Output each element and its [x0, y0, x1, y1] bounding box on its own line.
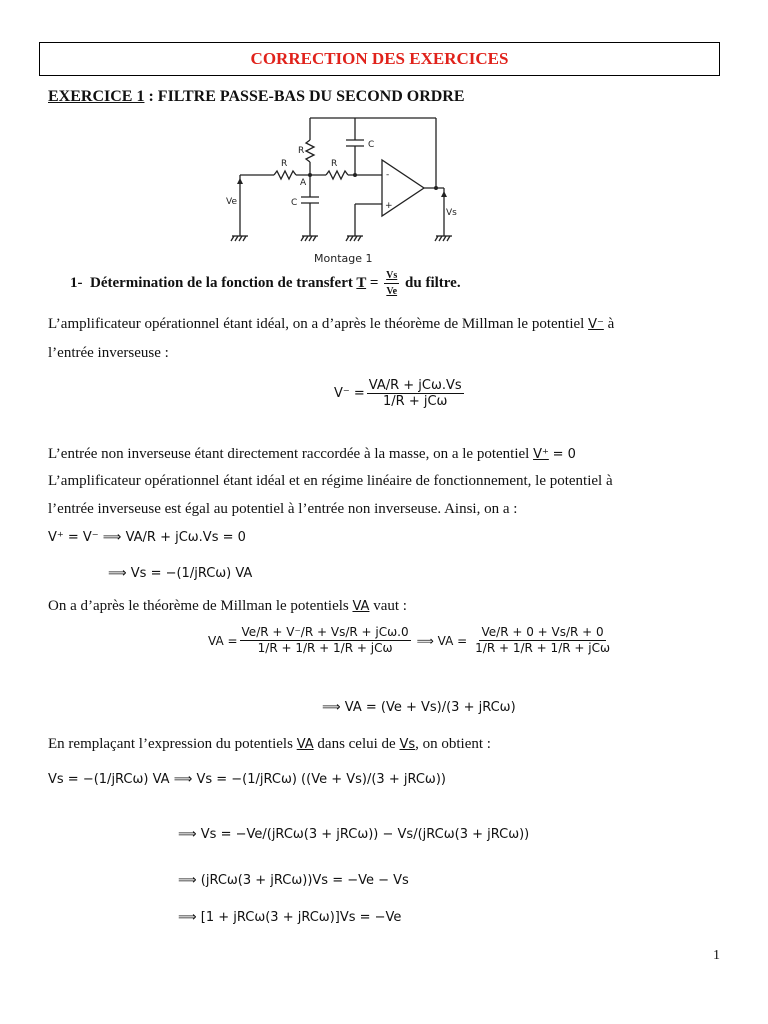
eq4-den2: 1/R + 1/R + 1/R + jCω: [475, 641, 611, 655]
paragraph-3a: L’amplificateur opérationnel étant idéal et en régime linéaire de fonctionnement, le potentiel à: [48, 473, 613, 489]
circuit-caption: Montage 1: [314, 252, 373, 265]
paragraph-2: [48, 444, 576, 465]
equation-5: ⟹ VA = (Ve + Vs)/(3 + jRCω): [322, 700, 516, 715]
paragraph-3b: l’entrée inverseuse est égal au potentiel à l’entrée non inverseuse. Ainsi, on a :: [48, 501, 518, 517]
q1-text: Détermination de la fonction de transfert: [90, 274, 353, 291]
eq1-lhs: V⁻ =: [334, 386, 365, 401]
p2-text: L’entrée non inverseuse étant directement raccordée à la masse, on a le potentiel: [48, 446, 530, 462]
exercise-label: EXERCICE 1: [48, 88, 145, 105]
p2-vplus: V⁺: [533, 447, 549, 462]
p5-text-c: , on obtient :: [415, 736, 491, 752]
equation-9: ⟹ [1 + jRCω(3 + jRCω)]Vs = −Ve: [178, 910, 402, 925]
label-r-input: R: [281, 159, 288, 169]
eq4-num: Ve/R + V⁻/R + Vs/R + jCω.0: [241, 625, 409, 639]
label-plus: +: [385, 201, 393, 211]
paragraph-5: [48, 734, 491, 755]
p1-text-b: à: [607, 316, 615, 332]
p5-vs: Vs: [399, 737, 416, 752]
equation-6: Vs = −(1/jRCω) VA ⟹ Vs = −(1/jRCω) ((Ve + Vs)/(3 + jRCω)): [48, 772, 446, 787]
paragraph-1-cont: l’entrée inverseuse :: [48, 345, 169, 361]
page-title: CORRECTION DES EXERCICES: [250, 49, 509, 68]
eq4-mid: ⟹ VA =: [416, 633, 468, 648]
p4-text-b: vaut :: [373, 598, 407, 614]
label-c-bottom: C: [291, 198, 298, 208]
exercise-title: : FILTRE PASSE-BAS DU SECOND ORDRE: [144, 88, 465, 105]
p5-text-b: dans celui de: [317, 736, 396, 752]
label-minus: -: [386, 170, 390, 180]
label-ve: Ve: [226, 197, 237, 207]
eq4-den: 1/R + 1/R + 1/R + jCω: [257, 641, 393, 655]
equation-4: [208, 625, 614, 656]
paragraph-1: [48, 314, 728, 335]
paragraph-4: [48, 596, 407, 617]
p4-text: On a d’après le théorème de Millman le potentiels: [48, 598, 349, 614]
p5-va: VA: [296, 737, 314, 752]
label-c-top: C: [368, 140, 375, 150]
eq4-num2: Ve/R + 0 + Vs/R + 0: [481, 625, 604, 639]
eq4-lhs: VA =: [208, 633, 238, 648]
q1-t: T: [356, 274, 367, 291]
equation-1: [334, 378, 466, 409]
exercise-heading: [48, 88, 465, 106]
q1-tail: du filtre.: [405, 274, 461, 291]
circuit-diagram: [222, 112, 462, 267]
q1-den: Ve: [386, 286, 398, 297]
eq1-den: 1/R + jCω: [383, 394, 448, 409]
label-r-vertical: R: [298, 146, 305, 156]
p5-text-a: En remplaçant l’expression du potentiels: [48, 736, 293, 752]
title-box: [39, 42, 720, 76]
eq1-num: VA/R + jCω.Vs: [368, 378, 462, 393]
q1-number: 1-: [70, 274, 83, 291]
equation-7: ⟹ Vs = −Ve/(jRCω(3 + jRCω)) − Vs/(jRCω(3 + jRCω)): [178, 827, 530, 842]
p1-text-a: L’amplificateur opérationnel étant idéal, on a d’après le théorème de Millman le potentiel: [48, 316, 585, 332]
p2-eq: = 0: [552, 447, 576, 462]
page-number: 1: [713, 948, 720, 963]
p1-vminus: V⁻: [588, 317, 604, 332]
label-node-a: A: [300, 178, 307, 188]
q1-num: Vs: [384, 268, 399, 284]
equation-3: ⟹ Vs = −(1/jRCω) VA: [108, 566, 253, 581]
question-1: [70, 268, 461, 299]
equation-2: V⁺ = V⁻ ⟹ VA/R + jCω.Vs = 0: [48, 530, 246, 545]
p4-va: VA: [352, 599, 370, 614]
q1-eq: =: [369, 274, 379, 291]
label-r-mid: R: [331, 159, 338, 169]
label-vs: Vs: [446, 208, 457, 218]
equation-8: ⟹ (jRCω(3 + jRCω))Vs = −Ve − Vs: [178, 873, 409, 888]
